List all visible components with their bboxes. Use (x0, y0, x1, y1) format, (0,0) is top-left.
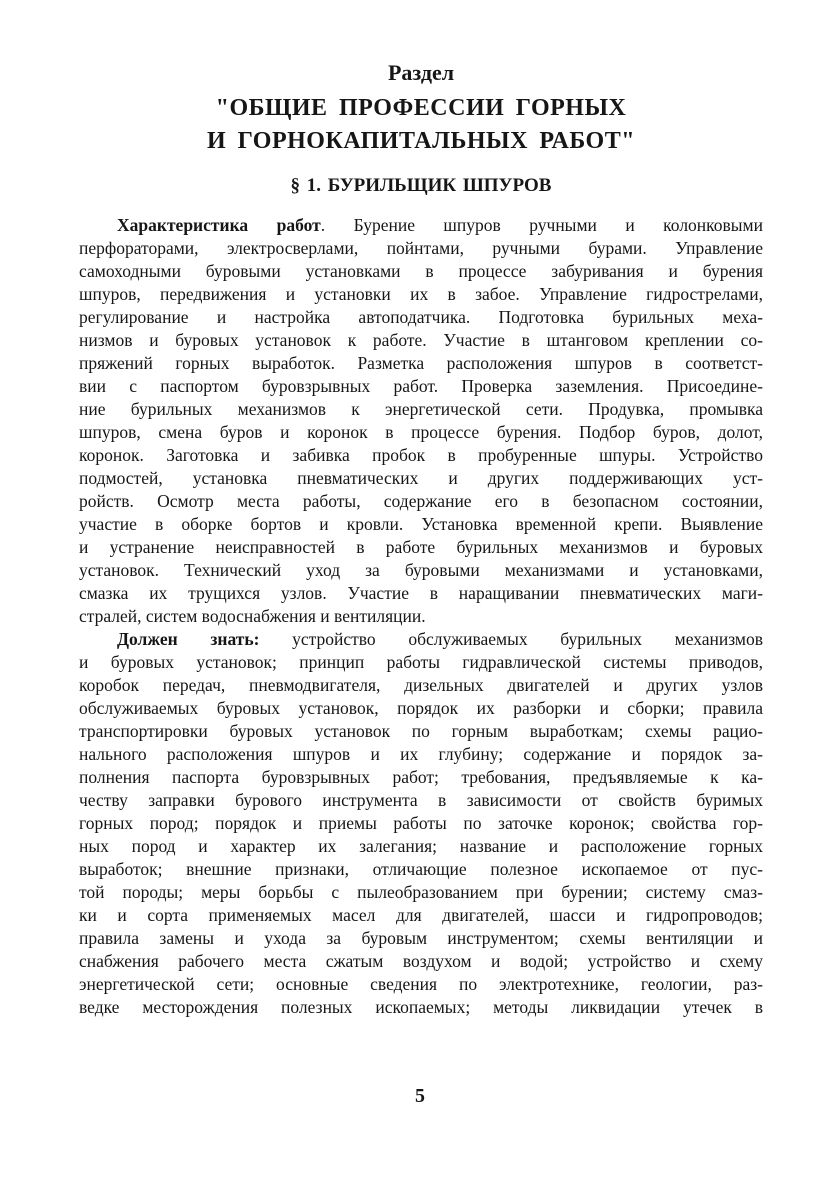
text-line: перфораторами, электросверлами, пойнтами, ручными бурами. Управление (79, 238, 763, 258)
text-line: коробок передач, пневмодвигателя, дизельных двигателей и других узлов (79, 675, 763, 695)
body-paragraphs (79, 214, 763, 1019)
text-line: подмостей, установка пневматических и других поддерживающих уст- (79, 468, 763, 488)
paragraph (79, 214, 763, 628)
text-line: низмов и буровых установок к работе. Участие в штанговом креплении со- (79, 330, 763, 350)
text-line: коронок. Заготовка и забивка пробок в пробуренные шпуры. Устройство (79, 445, 763, 465)
text-line: ных пород и характер их залегания; название и расположение горных (79, 836, 763, 856)
text-line: Характеристика работ. Бурение шпуров ручными и колонковыми (117, 215, 763, 235)
text-line: и устранение неисправностей в работе бурильных механизмов и буровых (79, 537, 763, 557)
text-line: участие в оборке бортов и кровли. Установка временной крепи. Выявление (79, 514, 763, 534)
text-line: той породы; меры борьбы с пылеобразованием при бурении; систему смаз- (79, 882, 763, 902)
text-line: правила замены и ухода за буровым инструментом; схемы вентиляции и (79, 928, 763, 948)
text-line: смазка их трущихся узлов. Участие в наращивании пневматических маги- (79, 583, 763, 603)
section-title (79, 92, 763, 158)
text-line: и буровых установок; принцип работы гидравлической системы приводов, (79, 652, 763, 672)
text-line: ки и сорта применяемых масел для двигателей, шасси и гидропроводов; (79, 905, 763, 925)
text-line: выработок; внешние признаки, отличающие полезное ископаемое от пус- (79, 859, 763, 879)
section-title-line-2: И ГОРНОКАПИТАЛЬНЫХ РАБОТ" (206, 128, 636, 154)
text-line: установок. Технический уход за буровыми механизмами и установками, (79, 560, 763, 580)
text-line: обслуживаемых буровых установок, порядок их разборки и сборки; правила (79, 698, 763, 718)
text-line: шпуров, смена буров и коронок в процессе бурения. Подбор буров, долот, (79, 422, 763, 442)
page-number: 5 (415, 1085, 425, 1107)
text-line: полнения паспорта буровзрывных работ; требования, предъявляемые к ка- (79, 767, 763, 787)
text-line: нального расположения шпуров и их глубину; содержание и порядок за- (79, 744, 763, 764)
paragraph-lead: Характеристика работ (117, 215, 321, 235)
text-line: честву заправки бурового инструмента в зависимости от свойств буримых (79, 790, 763, 810)
text-line: вии с паспортом буровзрывных работ. Проверка заземления. Присоедине- (79, 376, 763, 396)
text-line: регулирование и настройка автоподатчика. Подготовка бурильных меха- (79, 307, 763, 327)
text-line: ведке месторождения полезных ископаемых; методы ликвидации утечек в (79, 997, 763, 1017)
text-line: ройств. Осмотр места работы, содержание его в безопасном состоянии, (79, 491, 763, 511)
text-block (79, 60, 763, 1019)
section-label: Раздел (387, 60, 455, 85)
section-title-line-1: "ОБЩИЕ ПРОФЕССИИ ГОРНЫХ (215, 95, 627, 121)
text-line: транспортировки буровых установок по горным выработкам; схемы рацио- (79, 721, 763, 741)
paragraph (79, 628, 763, 1019)
text-line: горных пород; порядок и приемы работы по заточке коронок; свойства гор- (79, 813, 763, 833)
text-line: самоходными буровыми установками в процессе забуривания и бурения (79, 261, 763, 281)
text-line: шпуров, передвижения и установки их в забое. Управление гидрострелами, (79, 284, 763, 304)
text-line: энергетической сети; основные сведения по электротехнике, геологии, раз- (79, 974, 763, 994)
paragraph-lead: Должен знать: (117, 629, 260, 649)
text-line: Должен знать: устройство обслуживаемых бурильных механизмов (117, 629, 764, 649)
subsection-title: § 1. БУРИЛЬЩИК ШПУРОВ (290, 175, 552, 196)
text-line: снабжения рабочего места сжатым воздухом и водой; устройство и схему (79, 951, 763, 971)
text-line: ние бурильных механизмов к энергетической сети. Продувка, промывка (79, 399, 763, 419)
text-line: пряжений горных выработок. Разметка расположения шпуров в соответст- (79, 353, 763, 373)
text-line: стралей, систем водоснабжения и вентиляции. (79, 606, 426, 626)
